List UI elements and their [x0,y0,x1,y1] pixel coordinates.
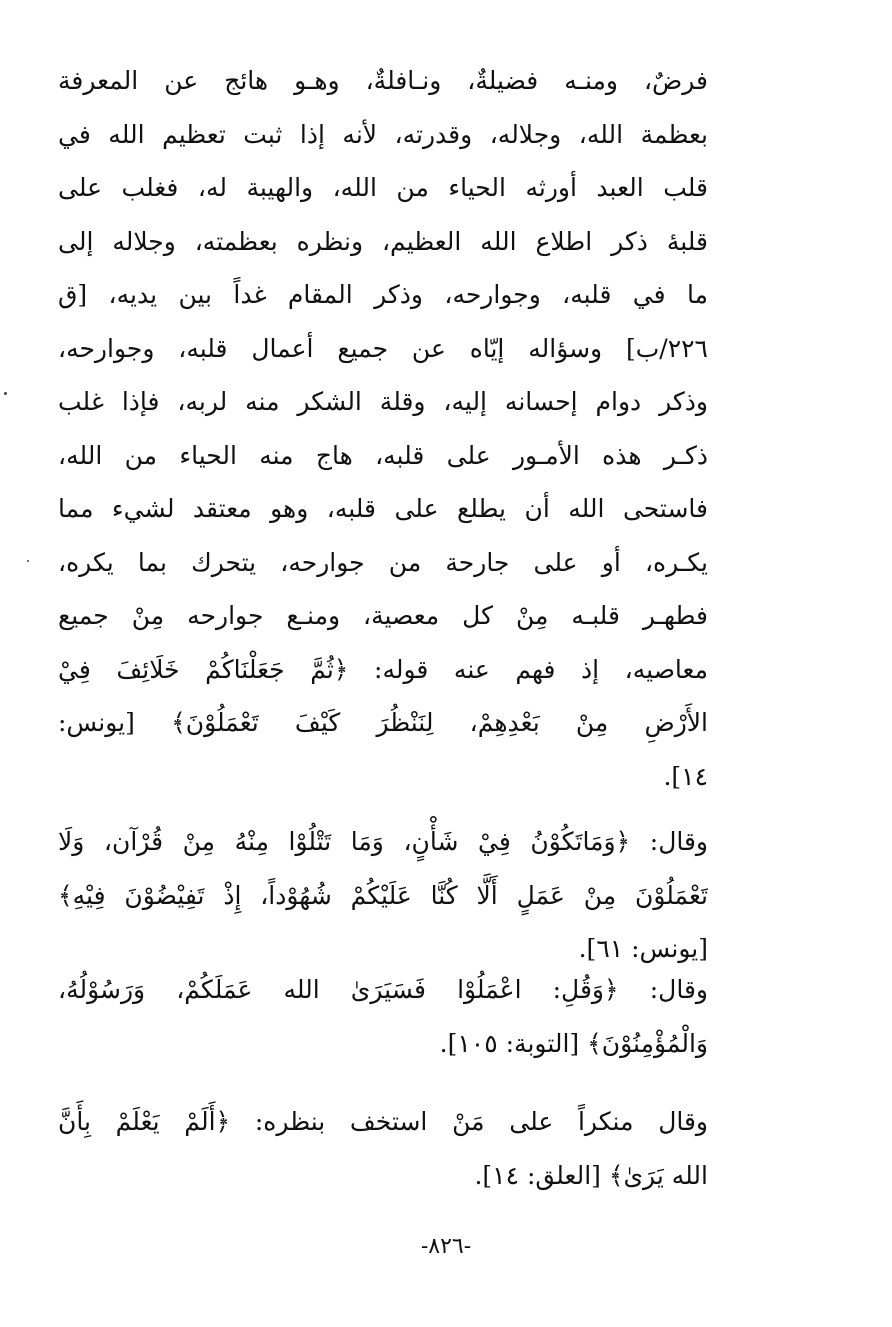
text-line: الأَرْضِ مِنْ بَعْدِهِمْ، لِنَنْظُرَ كَيْفَ تَعْمَلُوْنَ﴾ [يونس: [58,708,708,737]
text-line: فاستحى الله أن يطلع على قلبه، وهو معتقد لشيء مما [58,494,708,523]
text-line: قلب العبد أورثه الحياء من الله، والهيبة له، فغلب على [58,173,708,202]
quote-paragraph-tawbah-105 [58,963,708,1070]
quote-paragraph-alaq-14 [58,1095,708,1202]
text-line: وقال منكراً على مَنْ استخف بنظره: ﴿أَلَمْ يَعْلَمْ بِأَنَّ [58,1107,708,1136]
scan-speck [4,392,7,395]
quote-paragraph-yunus-61 [58,815,708,976]
text-line: معاصيه، إذ فهم عنه قوله: ﴿ثُمَّ جَعَلْنَاكُمْ خَلَائِفَ فِيْ [58,654,708,684]
text-line: تَعْمَلُوْنَ مِنْ عَمَلٍ أَلَّا كُنَّا عَلَيْكُمْ شُهُوْداً، إِذْ تَفِيْضُوْنَ فِيْهِ﴾ [58,880,708,910]
text-line: [يونس: ٦١]. [578,934,708,963]
text-line: وَالْمُؤْمِنُوْنَ﴾ [التوبة: ١٠٥]. [439,1028,708,1058]
text-line: ٢٢٦/ب] وسؤاله إيّاه عن جميع أعمال قلبه، وجوارحه، [58,333,708,363]
text-line: فطهـر قلبـه مِنْ كل معصية، ومنـع جوارحه مِنْ جميع [58,601,708,630]
main-paragraph [58,54,708,803]
text-line: يكـره، أو على جارحة من جوارحه، يتحرك بما يكره، [58,547,708,577]
scan-speck [27,560,29,562]
text-line: وقال: ﴿وَمَاتَكُوْنُ فِيْ شَأْنٍ، وَمَا تَتْلُوْا مِنْهُ مِنْ قُرْآن، وَلَا [58,827,708,856]
text-line: بعظمة الله، وجلاله، وقدرته، لأنه إذا ثبت تعظيم الله في [58,119,708,149]
page-number: -٨٢٦- [420,1234,472,1259]
text-line: فرضٌ، ومنـه فضيلةٌ، ونـافلةٌ، وهـو هائج عن المعرفة [58,66,708,95]
text-line: ذكـر هذه الأمـور على قلبه، هاج منه الحياء من الله، [58,440,708,470]
text-line: ١٤]. [663,761,708,791]
text-line: قلبهٔ ذكر اطلاع الله العظيم، ونظره بعظمته، وجلاله إلى [58,226,708,256]
text-line: ما في قلبه، وجوارحه، وذكر المقام غداً بين يديه، [ق [58,280,708,309]
text-line: وقال: ﴿وَقُلِ: اعْمَلُوْا فَسَيَرَىٰ الله عَمَلَكُمْ، وَرَسُوْلُهُ، [58,975,708,1004]
text-line: الله يَرَىٰ﴾ [العلق: ١٤]. [474,1160,708,1190]
text-line: وذكر دوام إحسانه إليه، وقلة الشكر منه لربه، فإذا غلب [58,387,708,416]
